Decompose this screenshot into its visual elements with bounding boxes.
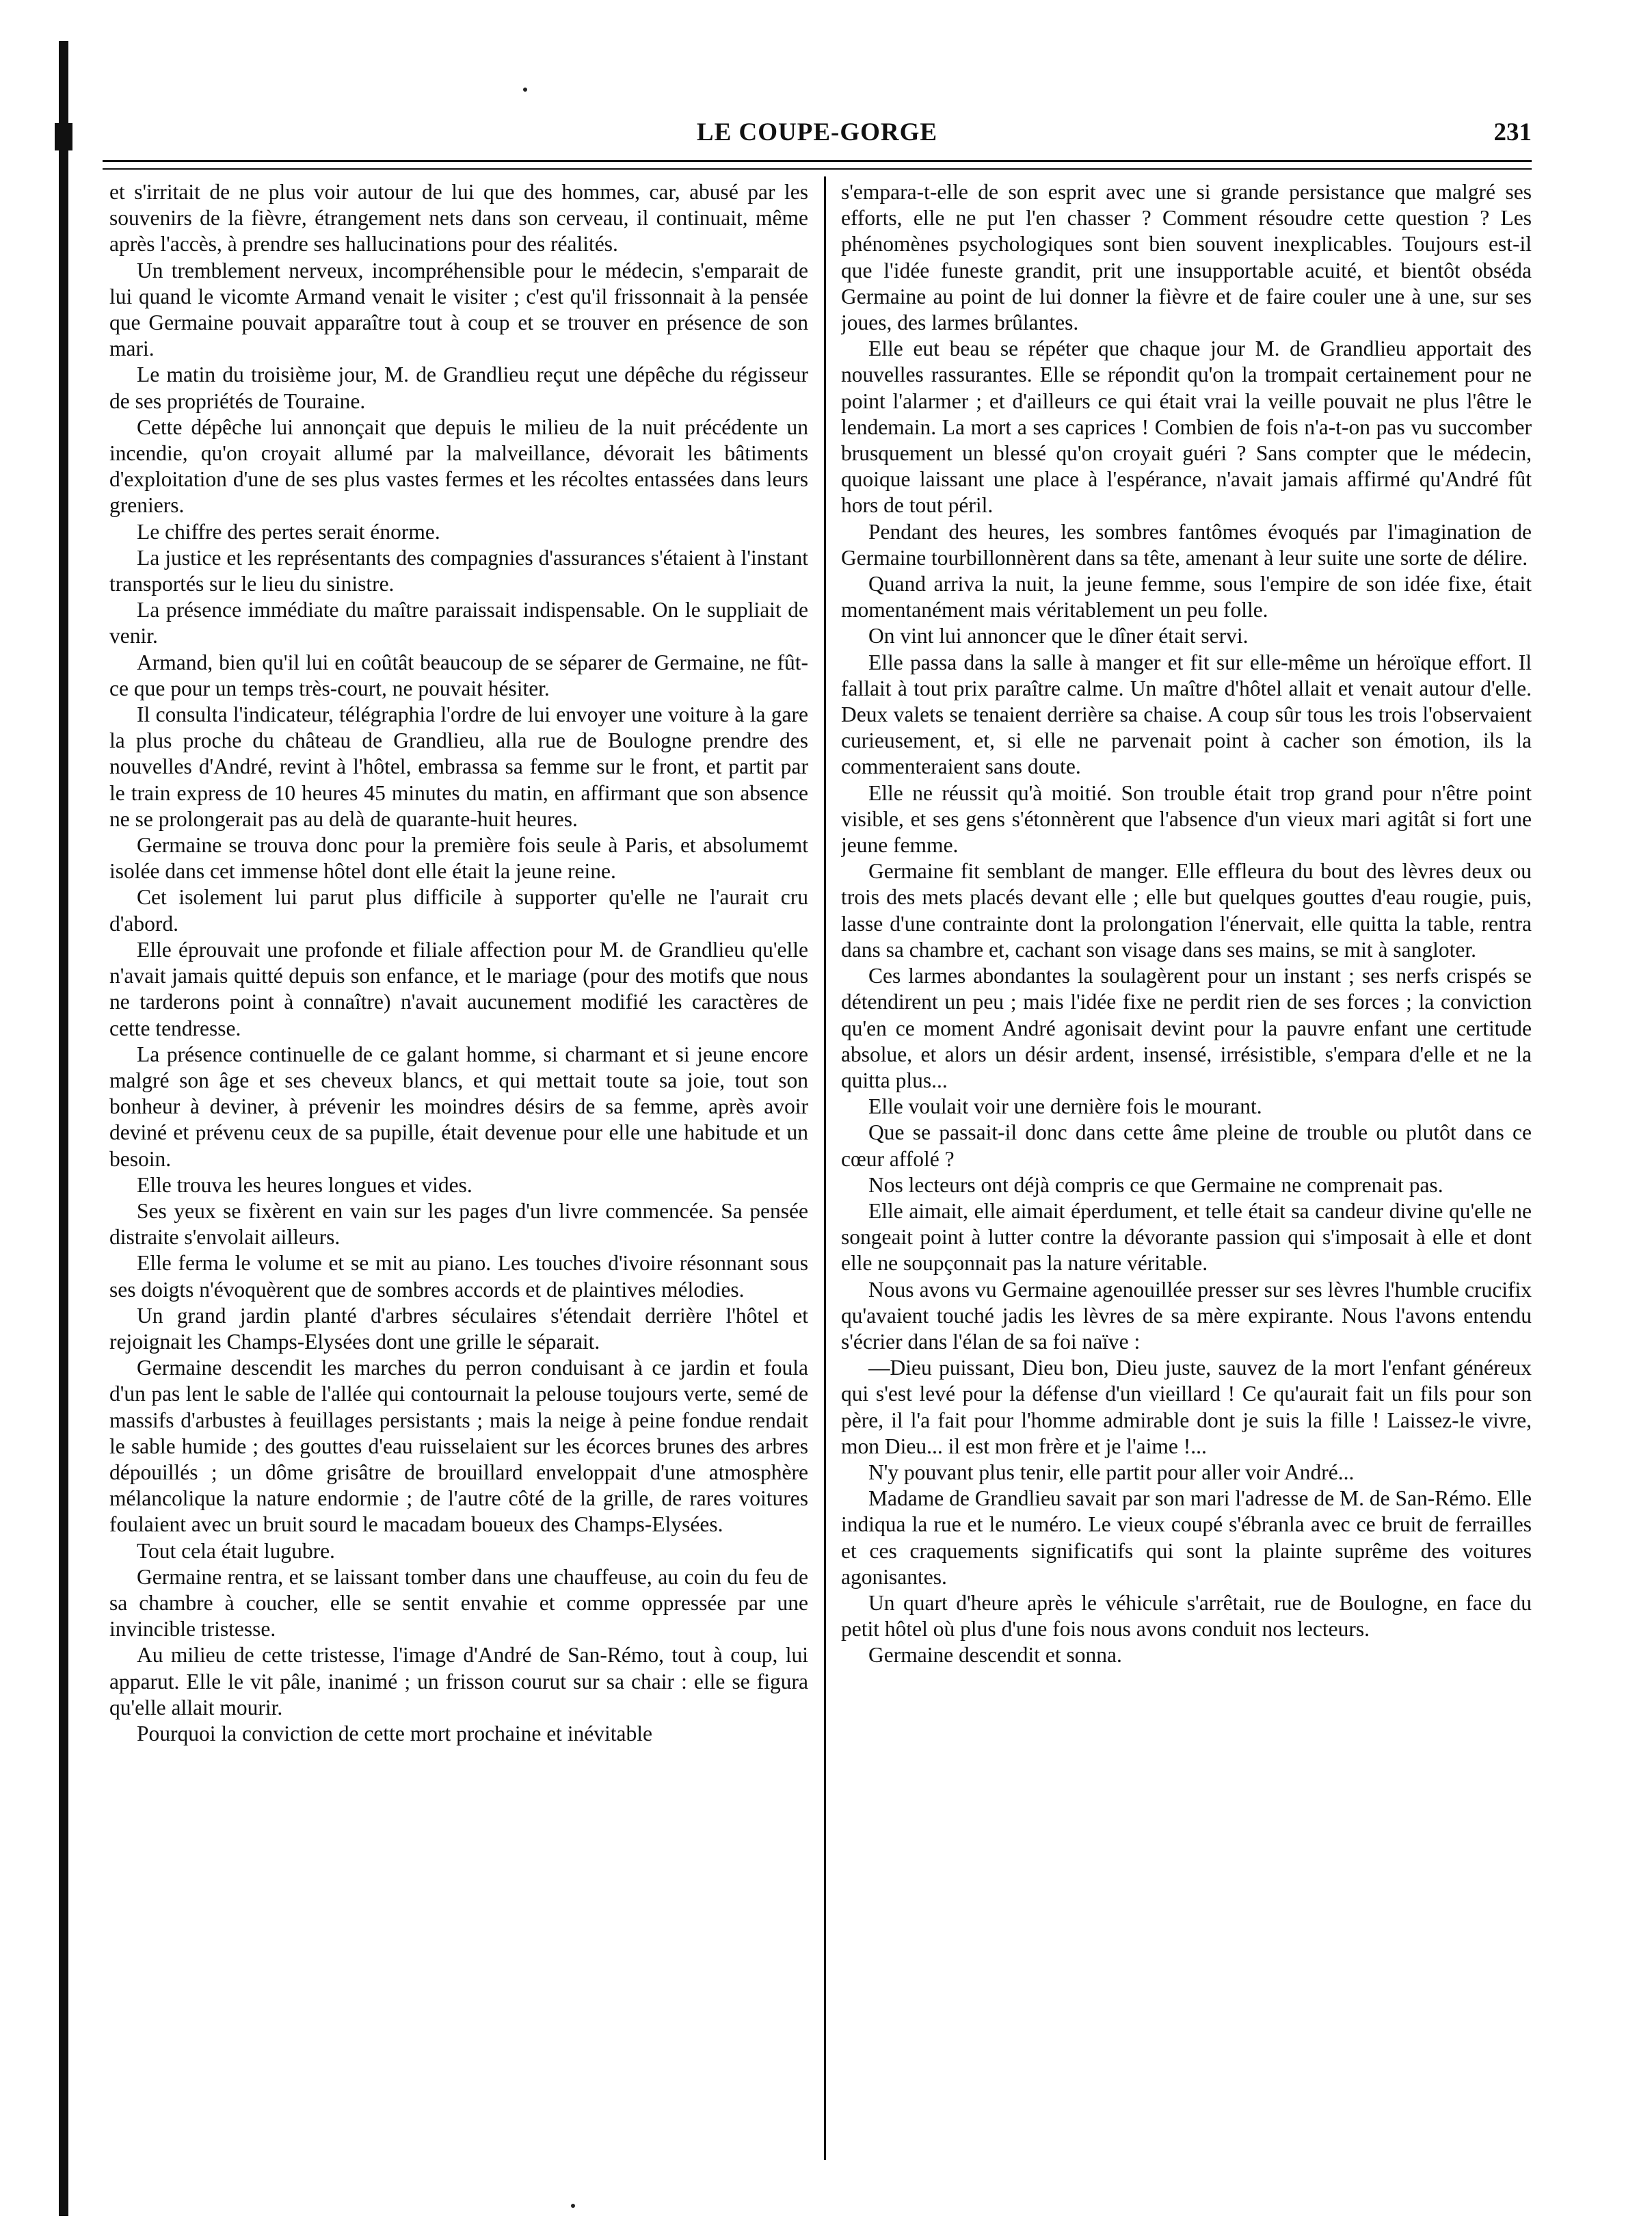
paragraph: On vint lui annoncer que le dîner était servi. — [868, 624, 1249, 648]
paragraph: Un quart d'heure après le véhicule s'arrêtait, rue de Boulogne, en face du petit hôtel où plus d'une fois nous avons conduit nos lecteurs. — [841, 1590, 1532, 1642]
paragraph: Au milieu de cette tristesse, l'image d'André de San-Rémo, tout à coup, lui apparut. Elle le vit pâle, inanimé ; un frisson courut sur sa chair : elle se figura qu'elle allait mourir. — [109, 1643, 808, 1719]
paragraph: Elle voulait voir une dernière fois le mourant. — [868, 1094, 1262, 1119]
paragraph: Nous avons vu Germaine agenouillée presser sur ses lèvres l'humble crucifix qu'avaient touché jadis les lèvres de sa mère expirante. Nous l'avons entendu s'écrier dans l'élan de sa foi naïve : — [841, 1277, 1532, 1354]
column-divider — [824, 176, 826, 2160]
paragraph: Germaine descendit et sonna. — [868, 1643, 1122, 1668]
paragraph: La présence continuelle de ce galant homme, si charmant et si jeune encore malgré son âge et ses cheveux blancs, et qui mettait toute sa joie, tout son bonheur à deviner, à prévenir les moindres désirs de sa femme, après avoir deviné et prévenu ceux de sa pupille, était devenue pour elle une habitude et un besoin. — [109, 1042, 808, 1171]
paragraph: Ces larmes abondantes la soulagèrent pour un instant ; ses nerfs crispés se détendirent un peu ; mais l'idée fixe ne perdit rien de ses forces ; la conviction qu'en ce moment André agonisait devint pour la pauvre enfant une certitude absolue, et alors un désir ardent, insensé, irrésistible, s'empara d'elle et ne la quitta plus... — [841, 964, 1532, 1092]
paragraph: Un tremblement nerveux, incompréhensible pour le médecin, s'emparait de lui quand le vicomte Armand venait le visiter ; c'est qu'il frissonnait à la pensée que Germaine pouvait apparaître tout à coup et se trouver en présence de son mari. — [109, 258, 808, 361]
binding-edge — [59, 41, 68, 2216]
paragraph: s'empara-t-elle de son esprit avec une si grande persistance que malgré ses efforts, elle ne put l'en chasser ? Comment résoudre cette question ? Les phénomènes psychologiques sont bien souvent inexplicables. Toujours est-il que l'idée funeste grandit, prit une insupportable acuité, et bientôt obséda Germaine au point de lui donner la fièvre et de faire couler une à une, sur ses joues, des larmes brûlantes. — [841, 180, 1532, 335]
running-title: LE COUPE-GORGE — [696, 118, 938, 146]
paragraph: Germaine se trouva donc pour la première fois seule à Paris, et absolumemt isolée dans cet immense hôtel dont elle était la jeune reine. — [109, 833, 808, 884]
paragraph: Germaine fit semblant de manger. Elle effleura du bout des lèvres deux ou trois des mets placés devant elle ; elle but quelques gouttes d'eau rougie, puis, lasse d'une contrainte dont la prolongation l'énervait, elle quitta la table, rentra dans sa chambre et, cachant son visage dans ses mains, se mit à sangloter. — [841, 859, 1532, 962]
paragraph: Cette dépêche lui annonçait que depuis le milieu de la nuit précédente un incendie, qu'on croyait allumé par la malveillance, dévorait les bâtiments d'exploitation d'une de ses plus vastes fermes et les récoltes entassées dans leurs greniers. — [109, 414, 808, 518]
paragraph: Il consulta l'indicateur, télégraphia l'ordre de lui envoyer une voiture à la gare la plus proche du château de Grandlieu, alla rue de Boulogne prendre des nouvelles d'André, revint à l'hôtel, embrassa sa femme sur le front, et partit par le train express de 10 heures 45 minutes du matin, en affirmant que son absence ne se prolongerait pas au delà de quarante-huit heures. — [109, 702, 808, 831]
left-column — [109, 179, 808, 2156]
paragraph: Armand, bien qu'il lui en coûtât beaucoup de se séparer de Germaine, ne fût-ce que pour un temps très-court, ne pouvait hésiter. — [109, 650, 808, 700]
printing-speck — [523, 88, 527, 92]
binding-notch — [55, 123, 72, 150]
right-column — [841, 179, 1532, 2156]
paragraph: Germaine descendit les marches du perron conduisant à ce jardin et foula d'un pas lent le sable de l'allée qui contournait la pelouse toujours verte, semé de massifs d'arbustes à feuillages persistants ; mais la neige à peine fondue rendait le sable humide ; des gouttes d'eau ruisselaient sur les écorces brunes des arbres dépouillés ; un dôme grisâtre de brouillard enveloppait d'une atmosphère mélancolique la nature endormie ; de l'autre côté de la grille, de rares voitures foulaient avec un bruit sourd le macadam boueux des Champs-Elysées. — [109, 1356, 808, 1537]
header-rule-top — [103, 160, 1532, 162]
paragraph: Elle passa dans la salle à manger et fit sur elle-même un héroïque effort. Il fallait à tout prix paraître calme. Un maître d'hôtel allait et venait autour d'elle. Deux valets se tenaient derrière sa chaise. A coup sûr tous les trois l'observaient curieusement, et, si elle ne parvenait point à cacher son émotion, ils la commenteraient sans doute. — [841, 650, 1532, 779]
paragraph: Un grand jardin planté d'arbres séculaires s'étendait derrière l'hôtel et rejoignait les Champs-Elysées dont une grille le séparait. — [109, 1303, 808, 1354]
paragraph: Le chiffre des pertes serait énorme. — [137, 519, 440, 544]
page-header — [103, 118, 1532, 159]
paragraph: Pendant des heures, les sombres fantômes évoqués par l'imagination de Germaine tourbillonnèrent dans sa tête, amenant à leur suite une sorte de délire. — [841, 519, 1532, 570]
paragraph: Quand arriva la nuit, la jeune femme, sous l'empire de son idée fixe, était momentanément mais véritablement un peu folle. — [841, 572, 1532, 622]
paragraph: Que se passait-il donc dans cette âme pleine de trouble ou plutôt dans ce cœur affolé ? — [841, 1120, 1532, 1171]
paragraph: Elle ne réussit qu'à moitié. Son trouble était trop grand pour n'être point visible, et ses gens s'étonnèrent que l'absence d'un vieux mari agitât si fort une jeune femme. — [841, 780, 1532, 858]
paragraph: La présence immédiate du maître paraissait indispensable. On le suppliait de venir. — [109, 598, 808, 648]
paragraph: Elle ferma le volume et se mit au piano. Les touches d'ivoire résonnant sous ses doigts n'évoquèrent que de sombres accords et de plaintives mélodies. — [109, 1251, 808, 1302]
paragraph: Elle trouva les heures longues et vides. — [137, 1172, 472, 1197]
paragraph: Germaine rentra, et se laissant tomber dans une chauffeuse, au coin du feu de sa chambre à coucher, elle se sentit envahie et comme oppressée par une invincible tristesse. — [109, 1564, 808, 1642]
paragraph: Ses yeux se fixèrent en vain sur les pages d'un livre commencée. Sa pensée distraite s'envolait ailleurs. — [109, 1198, 808, 1250]
paragraph: Elle éprouvait une profonde et filiale affection pour M. de Grandlieu qu'elle n'avait jamais quitté depuis son enfance, et le mariage (pour des motifs que nous ne tarderons point à connaître) n'avait aucunement modifié les caractères de cette tendresse. — [109, 937, 808, 1040]
header-rule-bottom — [103, 168, 1532, 170]
paragraph: Madame de Grandlieu savait par son mari l'adresse de M. de San-Rémo. Elle indiqua la rue et le numéro. Le vieux coupé s'ébranla avec ce bruit de ferrailles et ces craquements significatifs qui sont la plainte suprême des voitures agonisantes. — [841, 1486, 1532, 1589]
paragraph: Nos lecteurs ont déjà compris ce que Germaine ne comprenait pas. — [868, 1172, 1443, 1197]
paragraph: La justice et les représentants des compagnies d'assurances s'étaient à l'instant transportés sur le lieu du sinistre. — [109, 545, 808, 596]
paragraph: Elle eut beau se répéter que chaque jour M. de Grandlieu apportait des nouvelles rassurantes. Elle se répondit qu'on la trompait certainement pour ne point l'alarmer ; et d'ailleurs ce qui était vrai la veille pouvait ne plus l'être le lendemain. La mort a ses caprices ! Combien de fois n'a-t-on pas vu succomber brusquement un blessé qu'on croyait guéri ? Sans compter que le médecin, quoique laissant une place à l'espérance, n'avait jamais affirmé qu'André fût hors de tout péril. — [841, 337, 1532, 518]
paragraph: Le matin du troisième jour, M. de Grandlieu reçut une dépêche du régisseur de ses propriétés de Touraine. — [109, 363, 808, 413]
paragraph: Elle aimait, elle aimait éperdument, et telle était sa candeur divine qu'elle ne songeait point à lutter contre la dévorante passion qui s'imposait à elle et dont elle ne soupçonnait pas la nature véritable. — [841, 1198, 1532, 1276]
page-number: 231 — [1493, 118, 1532, 146]
paragraph: et s'irritait de ne plus voir autour de lui que des hommes, car, abusé par les souvenirs de la fièvre, étrangement nets dans son cerveau, il continuait, même après l'accès, à prendre ses hallucinations pour des réalités. — [109, 180, 808, 256]
paragraph: N'y pouvant plus tenir, elle partit pour aller voir André... — [868, 1460, 1355, 1484]
printing-speck — [571, 2204, 575, 2208]
paragraph: Tout cela était lugubre. — [137, 1538, 335, 1563]
paragraph: Cet isolement lui parut plus difficile à supporter qu'elle ne l'aurait cru d'abord. — [109, 885, 808, 936]
paragraph: —Dieu puissant, Dieu bon, Dieu juste, sauvez de la mort l'enfant généreux qui s'est levé pour la défense d'un vieillard ! Ce qu'aurait fait un fils pour son père, il l'a fait pour l'homme admirable dont je suis la fille ! Laissez-le vivre, mon Dieu... il est mon frère et je l'aime !... — [841, 1356, 1532, 1458]
paragraph: Pourquoi la conviction de cette mort prochaine et inévitable — [137, 1721, 653, 1745]
